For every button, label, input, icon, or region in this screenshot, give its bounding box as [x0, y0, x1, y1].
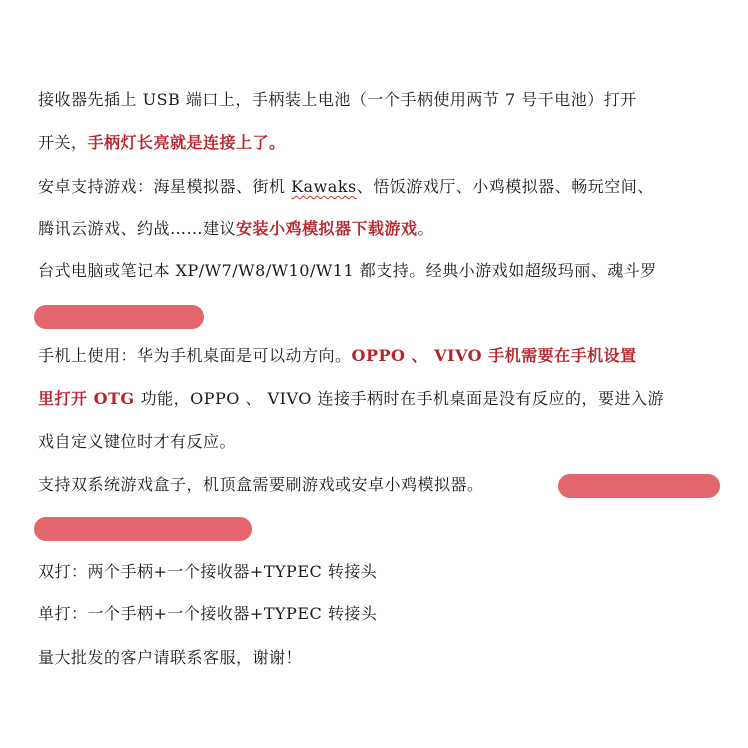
text-android-support: 安卓支持游戏：海星模拟器、街机	[38, 177, 292, 196]
text-period: 。	[417, 219, 435, 238]
line-wholesale-contact: 量大批发的客户请联系客服，谢谢！	[38, 648, 303, 667]
text-switch: 开关，	[38, 133, 88, 152]
line-two-player: 双打：两个手柄+一个接收器+TYPEC 转接头	[38, 562, 378, 581]
text-otg-function: 功能，OPPO 、 VIVO 连接手柄时在手机桌面是没有反应的，要进入游	[140, 389, 664, 408]
text-android-apps: 、悟饭游戏厅、小鸡模拟器、畅玩空间、	[356, 177, 654, 196]
line-custom-keys: 戏自定义键位时才有反应。	[38, 432, 237, 451]
redaction-mark	[34, 517, 252, 541]
emphasis-light-on: 手柄灯长亮就是连接上了	[87, 133, 270, 152]
redaction-mark	[558, 474, 720, 498]
emphasis-period: 。	[269, 133, 286, 152]
line-pc-support: 台式电脑或笔记本 XP/W7/W8/W10/W11 都支持。经典小游戏如超级玛丽、魂斗罗	[38, 261, 657, 280]
emphasis-enable-otg: 里打开 OTG	[38, 389, 141, 408]
text-tencent: 腾讯云游戏、约战……建议	[38, 219, 237, 238]
line-android-games	[38, 176, 654, 198]
text-huawei: 手机上使用：华为手机桌面是可以动方向。	[38, 346, 352, 365]
emphasis-install-emulator: 安装小鸡模拟器下载游戏	[236, 219, 418, 238]
line-power-switch	[38, 132, 286, 154]
line-recommendation	[38, 218, 434, 240]
emphasis-oppo-vivo: OPPO 、 VIVO 手机需要在手机设置	[351, 346, 637, 365]
text-kawaks: Kawaks	[291, 177, 357, 196]
line-phone-usage	[38, 345, 637, 367]
line-dual-system: 支持双系统游戏盒子，机顶盒需要刷游戏或安卓小鸡模拟器。	[38, 475, 484, 494]
redaction-mark	[34, 305, 204, 329]
line-single-player: 单打：一个手柄+一个接收器+TYPEC 转接头	[38, 604, 378, 623]
line-otg	[38, 388, 664, 410]
line-receiver-setup: 接收器先插上 USB 端口上，手柄装上电池（一个手柄使用两节 7 号干电池）打开	[38, 90, 637, 109]
